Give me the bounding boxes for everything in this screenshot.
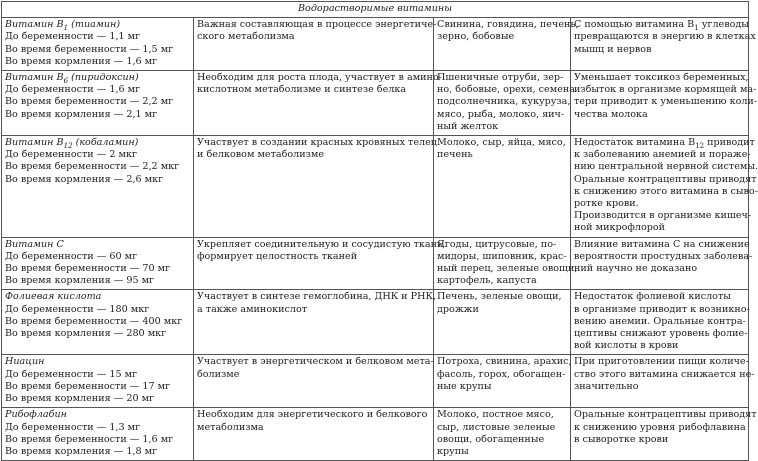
dose-before: До беременности — 1,1 мг [5, 31, 141, 43]
vitamin-cell [2, 18, 194, 71]
role-cell: Необходим для роста плода, участвует в амино- кислотном метаболизме и синтезе белка [194, 71, 434, 136]
table-row [2, 237, 749, 290]
note-cell: Недостаток витамина $B_{12}$ приводит к заболеванию анемией и пораже- нию центральной нервной системы. Оральные контрацептивы приводят к снижению этого витамина в сыво- ротке крови. Производится в организме кишеч- ной микрофлорой [571, 136, 749, 238]
role-cell: Участвует в синтезе гемоглобина, ДНК и РНК, а также аминокислот [194, 290, 434, 355]
dose-pregnancy: Во время беременности — 70 мг [5, 263, 171, 275]
sources-cell: Ягоды, цитрусовые, по- мидоры, шиповник, крас- ный перец, зеленые овощи, картофель, капуста [434, 237, 571, 290]
dose-pregnancy: Во время беременности — 17 мг [5, 380, 171, 392]
dose-pregnancy: Во время беременности — 1,5 мг [5, 43, 174, 55]
dose-feeding: Во время кормления — 1,6 мг [5, 55, 158, 67]
note-cell: Оральные контрацептивы приводят к снижению уровня рибофлавина в сыворотке крови [571, 408, 749, 461]
vitamin-name: Фолиевая кислота [5, 291, 102, 303]
vitamin-cell [2, 290, 194, 355]
dose-before: До беременности — 15 мг [5, 368, 138, 380]
vitamin-name: Витамин $B_1$ (тиамин) [5, 19, 121, 33]
table-row [2, 290, 749, 355]
sources-cell: Свинина, говядина, печень, зерно, бобовые [434, 18, 571, 71]
dose-pregnancy: Во время беременности — 1,6 мг [5, 433, 174, 445]
sources-cell: Пшеничные отруби, зер- но, бобовые, орехи, семена подсолнечника, кукуруза, мясо, рыба, молоко, яич- ный желток [434, 71, 571, 136]
vitamin-cell [2, 237, 194, 290]
vitamin-cell [2, 408, 194, 461]
vitamin-cell [2, 355, 194, 408]
note-cell: При приготовлении пищи количе- ство этого витамина снижается не- значительно [571, 355, 749, 408]
vitamin-name: Рибофлабин [5, 409, 67, 421]
dose-before: До беременности — 1,3 мг [5, 421, 141, 433]
sources-cell: Молоко, постное мясо, сыр, листовые зеленые овощи, обогащенные крупы [434, 408, 571, 461]
dose-feeding: Во время кормления — 20 мг [5, 393, 155, 405]
note-cell: Уменьшает токсикоз беременных, избыток в организме кормящей ма- тери приводит к уменьшению коли- чества молока [571, 71, 749, 136]
vitamin-name: Витамин $B_{12}$ (кобаламин) [5, 137, 139, 150]
note-cell: Влияние витамина С на снижение вероятности простудных заболева- ний научно не доказано [571, 237, 749, 290]
table-row [2, 18, 749, 71]
role-cell: Участвует в создании красных кровяных телец и белковом метаболизме [194, 136, 434, 238]
table-header-row [2, 2, 749, 18]
sources-cell: Молоко, сыр, яйца, мясо, печень [434, 136, 571, 238]
note-cell: С помощью витамина $B_1$ углеводы превращаются в энергию в клетках мышц и нервов [571, 18, 749, 71]
table-title: Водорастворимые витамины [2, 2, 749, 18]
table-row [2, 355, 749, 408]
dose-feeding: Во время кормления — 2,6 мкг [5, 173, 164, 185]
dose-feeding: Во время кормления — 95 мг [5, 275, 155, 287]
dose-before: До беременности — 180 мкг [5, 303, 150, 315]
table-row [2, 408, 749, 461]
dose-pregnancy: Во время беременности — 2,2 мг [5, 96, 174, 108]
vitamin-name: Витамин $B_6$ (пиридоксин) [5, 72, 139, 85]
role-cell: Важная составляющая в процессе энергетиче- ского метаболизма [194, 18, 434, 71]
table-row [2, 71, 749, 136]
dose-before: До беременности — 1,6 мг [5, 84, 141, 96]
sources-cell: Потроха, свинина, арахис, фасоль, горох, обогащен- ные крупы [434, 355, 571, 408]
table-row [2, 136, 749, 238]
dose-before: До беременности — 2 мкг [5, 149, 138, 161]
vitamin-name: Ниацин [5, 356, 45, 368]
role-cell: Укрепляет соединительную и сосудистую ткань, формирует целостность тканей [194, 237, 434, 290]
vitamin-cell [2, 136, 194, 238]
note-cell: Недостаток фолиевой кислоты в организме приводит к возникно- вению анемии. Оральные контра- цептивы снижают уровень фолие- вой кислоты в крови [571, 290, 749, 355]
vitamins-table [1, 1, 758, 461]
dose-pregnancy: Во время беременности — 2,2 мкг [5, 161, 180, 173]
dose-feeding: Во время кормления — 1,8 мг [5, 445, 158, 457]
role-cell: Необходим для энергетического и белкового метаболизма [194, 408, 434, 461]
sources-cell: Печень, зеленые овощи, дрожжи [434, 290, 571, 355]
dose-feeding: Во время кормления — 280 мкг [5, 328, 167, 340]
role-cell: Участвует в энергетическом и белковом мета- болизме [194, 355, 434, 408]
dose-pregnancy: Во время беременности — 400 мкг [5, 315, 183, 327]
vitamin-cell [2, 71, 194, 136]
dose-feeding: Во время кормления — 2,1 мг [5, 108, 158, 120]
dose-before: До беременности — 60 мг [5, 250, 138, 262]
vitamin-name: Витамин C [5, 238, 64, 250]
